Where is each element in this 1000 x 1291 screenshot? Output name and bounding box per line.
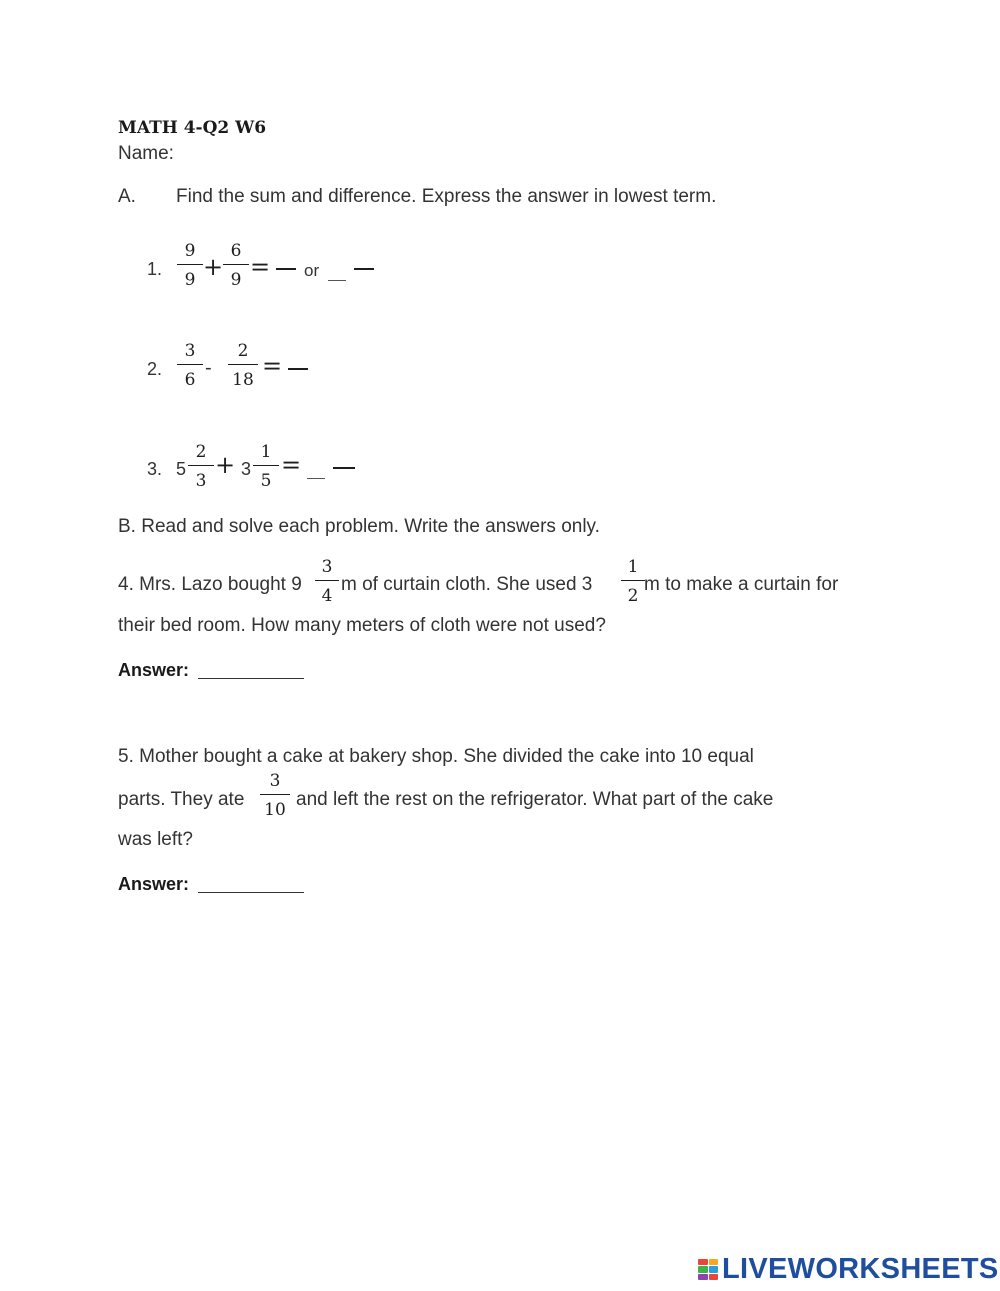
numerator: 3 xyxy=(321,557,333,577)
denominator: 3 xyxy=(195,471,207,491)
logo-block xyxy=(709,1259,719,1266)
whole-number-blank xyxy=(328,280,346,281)
problem-4-text-part3: m to make a curtain for xyxy=(644,574,839,595)
numerator: 2 xyxy=(237,341,249,361)
fraction-bar xyxy=(177,264,203,265)
denominator: 10 xyxy=(264,800,286,820)
answer-blank-5[interactable] xyxy=(198,892,304,893)
fraction-3b xyxy=(251,442,281,491)
fraction-5a xyxy=(258,771,292,820)
fraction-bar xyxy=(188,465,214,466)
problem-number: 3. xyxy=(147,459,163,479)
logo-text: LIVEWORKSHEETS xyxy=(722,1253,999,1285)
plus-operator: + xyxy=(215,451,236,479)
problem-5-text-line3: was left? xyxy=(118,829,193,850)
denominator: 18 xyxy=(232,370,254,390)
problem-4-text-part2: m of curtain cloth. She used 3 xyxy=(341,574,593,595)
fraction-bar xyxy=(223,264,249,265)
fraction-1a xyxy=(175,241,205,290)
numerator: 1 xyxy=(260,442,272,462)
fraction-bar xyxy=(228,364,258,365)
plus-operator: + xyxy=(203,253,224,281)
equals-sign: = xyxy=(281,451,302,479)
equals-sign: = xyxy=(262,352,283,380)
whole-number-blank xyxy=(307,478,325,479)
problem-5-text-part1: parts. They ate xyxy=(118,789,245,810)
liveworksheets-logo xyxy=(698,1253,999,1286)
fraction-4a xyxy=(313,557,341,606)
fraction-1b xyxy=(221,241,251,290)
problem-number: 2. xyxy=(147,359,163,379)
answer-fraction-bar xyxy=(276,268,296,270)
fraction-bar xyxy=(260,794,290,795)
section-b-instruction: B. Read and solve each problem. Write the answers only. xyxy=(118,516,600,537)
name-label: Name: xyxy=(118,143,174,164)
denominator: 9 xyxy=(184,270,196,290)
answer-blank-4[interactable] xyxy=(198,678,304,679)
logo-block xyxy=(698,1259,708,1266)
denominator: 6 xyxy=(184,370,196,390)
minus-operator: - xyxy=(205,357,212,379)
problem-5-text-line1: 5. Mother bought a cake at bakery shop. She divided the cake into 10 equal xyxy=(118,746,754,767)
fraction-bar xyxy=(315,580,339,581)
denominator: 9 xyxy=(230,270,242,290)
fraction-bar xyxy=(621,580,645,581)
numerator: 9 xyxy=(184,241,196,261)
fraction-3a xyxy=(186,442,216,491)
answer-fraction-bar xyxy=(288,368,308,370)
fraction-2b xyxy=(226,341,260,390)
answer-label-5: Answer: xyxy=(118,874,190,894)
equals-sign: = xyxy=(250,253,271,281)
denominator: 2 xyxy=(627,586,639,606)
section-a-instruction: Find the sum and difference. Express the answer in lowest term. xyxy=(176,186,717,207)
denominator: 4 xyxy=(321,586,333,606)
denominator: 5 xyxy=(260,471,272,491)
logo-block xyxy=(709,1274,719,1281)
fraction-2a xyxy=(175,341,205,390)
section-a-letter: A. xyxy=(118,186,136,207)
logo-block xyxy=(698,1274,708,1281)
answer-fraction-bar xyxy=(333,467,355,469)
problem-number: 1. xyxy=(147,259,163,279)
whole-number: 3 xyxy=(241,459,252,479)
numerator: 3 xyxy=(269,771,281,791)
problem-5-text-part2: and left the rest on the refrigerator. What part of the cake xyxy=(296,789,774,810)
problem-4-text-part1: 4. Mrs. Lazo bought 9 xyxy=(118,574,302,595)
or-text: or xyxy=(304,261,320,280)
answer-fraction-bar xyxy=(354,268,374,270)
numerator: 3 xyxy=(184,341,196,361)
fraction-bar xyxy=(177,364,203,365)
logo-block xyxy=(698,1266,708,1273)
logo-block xyxy=(709,1266,719,1273)
problem-4-text-line2: their bed room. How many meters of cloth were not used? xyxy=(118,615,606,636)
numerator: 2 xyxy=(195,442,207,462)
worksheet-title: MATH 4-Q2 W6 xyxy=(118,118,267,138)
logo-blocks-icon xyxy=(698,1259,718,1281)
numerator: 6 xyxy=(230,241,242,261)
whole-number: 5 xyxy=(176,459,187,479)
numerator: 1 xyxy=(627,557,639,577)
answer-label-4: Answer: xyxy=(118,660,190,680)
fraction-4b xyxy=(619,557,647,606)
fraction-bar xyxy=(253,465,279,466)
